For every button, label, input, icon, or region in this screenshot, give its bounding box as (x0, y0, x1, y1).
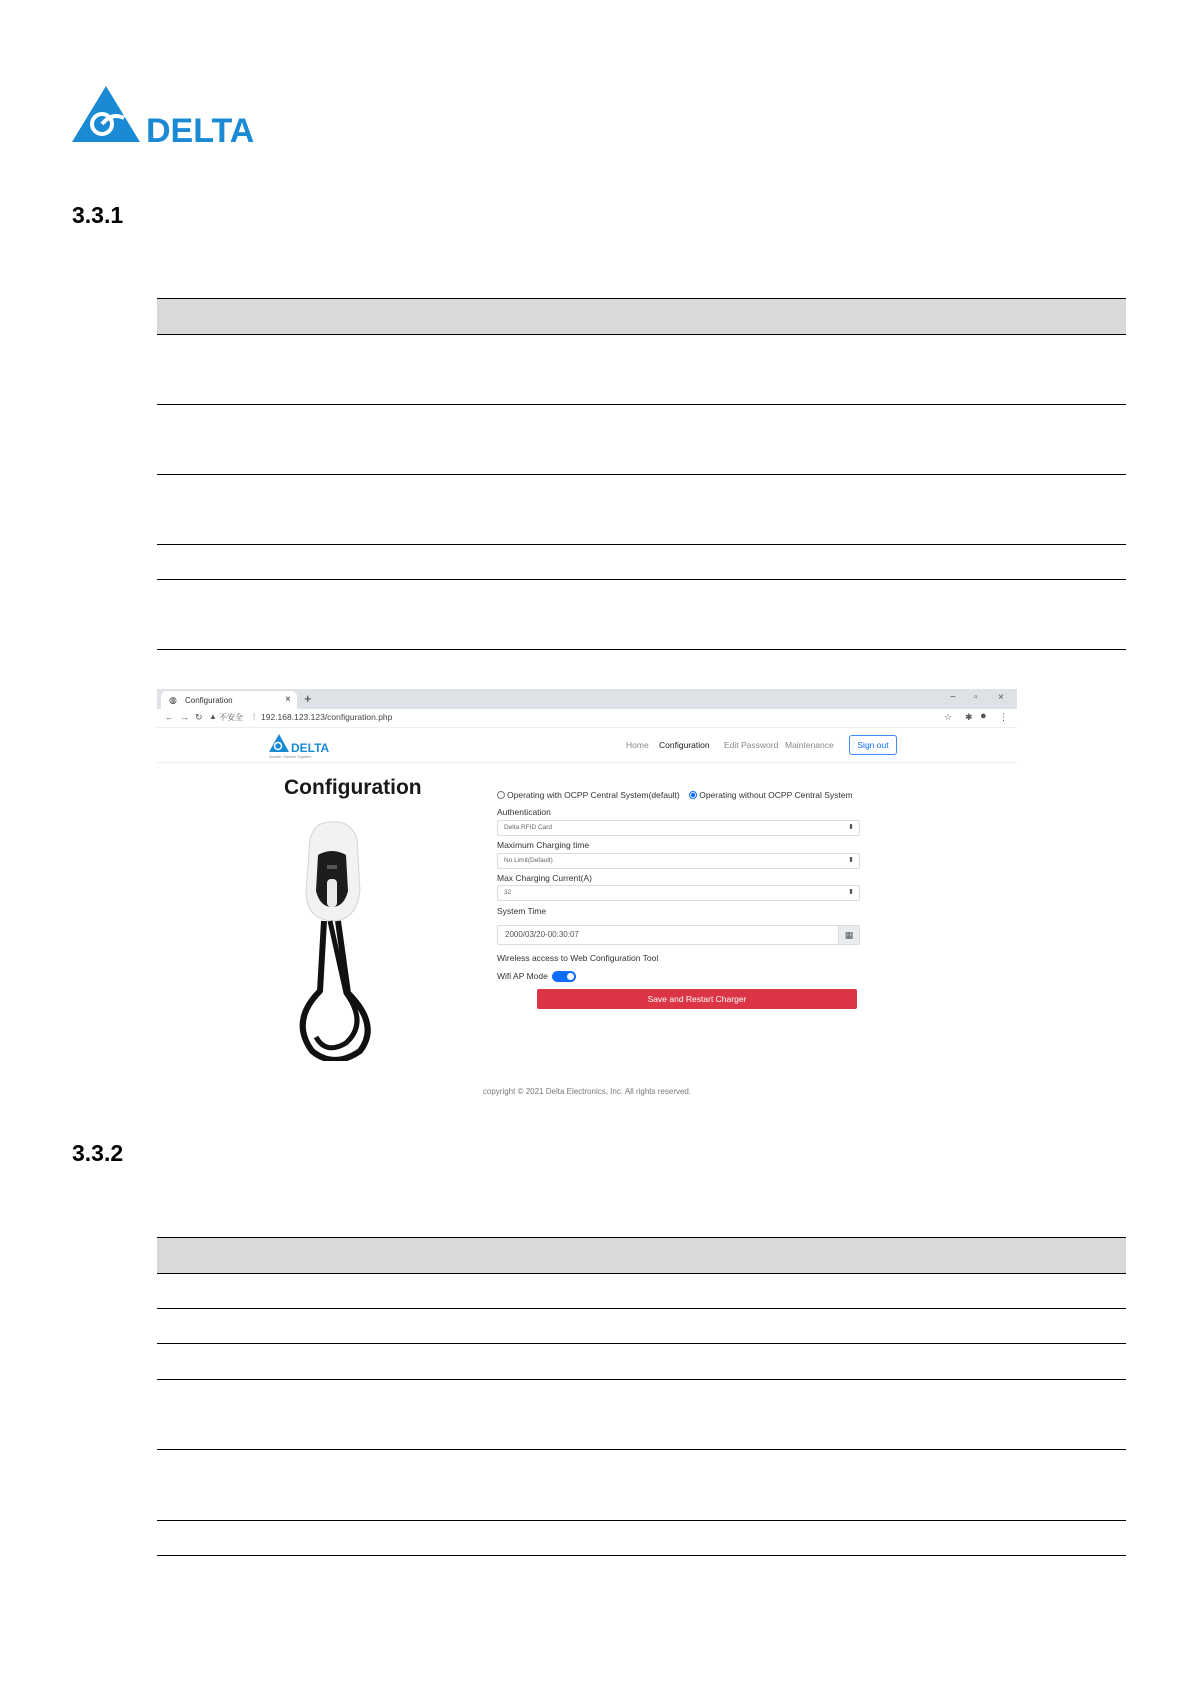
system-time-label: System Time (497, 906, 547, 916)
max-current-label: Max Charging Current(A) (497, 873, 592, 883)
authentication-select[interactable] (497, 820, 860, 836)
system-time-value: 2000/03/20-00:30:07 (505, 930, 579, 939)
nav-edit-password[interactable]: Edit Password (724, 740, 779, 750)
not-secure-label: 不安全 (219, 713, 243, 722)
select-caret-icon: ⬍ (848, 889, 854, 896)
section-number: 3.3.1 (72, 202, 124, 228)
max-current-value: 32 (504, 889, 512, 896)
forward-icon[interactable]: → (180, 712, 189, 722)
charger-image (294, 821, 394, 1061)
authentication-value: Delta RFID Card (504, 824, 553, 831)
select-caret-icon: ⬍ (848, 857, 854, 864)
max-time-select[interactable] (497, 853, 860, 869)
wifi-ap-mode-label: Wifi AP Mode (497, 971, 548, 981)
site-logo[interactable] (269, 733, 339, 759)
authentication-label: Authentication (497, 807, 551, 817)
star-icon[interactable]: ☆ (944, 712, 953, 722)
new-tab-icon[interactable]: + (304, 691, 312, 706)
globe-icon: ◍ (169, 695, 177, 705)
wireless-access-label: Wireless access to Web Configuration Tool (497, 953, 659, 963)
nav-configuration[interactable]: Configuration (659, 740, 710, 750)
mode-standalone-label: Operating without OCPP Central System (699, 790, 853, 800)
sign-out-button[interactable]: Sign out (849, 735, 897, 755)
close-window-icon[interactable]: × (998, 692, 1004, 703)
copyright-text: copyright © 2021 Delta Electronics, Inc. All rights reserved. (482, 1087, 692, 1096)
browser-tab[interactable] (161, 691, 297, 709)
max-time-value: No Limit(Default) (504, 857, 553, 864)
delta-wordmark: DELTA (146, 112, 255, 144)
max-time-label: Maximum Charging time (497, 840, 590, 850)
wifi-ap-mode-toggle[interactable] (552, 971, 576, 982)
address-divider: | (253, 712, 256, 721)
back-icon[interactable]: ← (165, 712, 174, 722)
mode-standalone-radio[interactable] (689, 791, 697, 799)
page-title: Configuration (284, 776, 422, 799)
close-tab-icon[interactable]: × (285, 694, 291, 705)
profile-icon[interactable]: ● (980, 710, 987, 722)
save-restart-button[interactable]: Save and Restart Charger (537, 989, 857, 1009)
minimize-icon[interactable]: − (950, 692, 956, 703)
site-header (157, 728, 1017, 763)
warning-icon: ▲ (209, 712, 217, 721)
url-input[interactable]: 192.168.123.123/configuration.php (261, 712, 393, 722)
extensions-icon[interactable]: ✱ (965, 712, 973, 722)
table-header-row (157, 1237, 1126, 1273)
restore-icon[interactable]: ▫ (974, 692, 978, 703)
tab-title: Configuration (185, 696, 233, 705)
browser-tab-bar (157, 689, 1017, 709)
select-caret-icon: ⬍ (848, 824, 854, 831)
calendar-icon[interactable]: ▦ (838, 926, 859, 944)
reload-icon[interactable]: ↻ (195, 712, 203, 722)
operation-mode-group (497, 790, 853, 800)
nav-home[interactable]: Home (626, 740, 649, 750)
site-tagline: Smarter. Greener. Together. (269, 755, 313, 759)
section-3-3-2-table (157, 1237, 1126, 1567)
section-3-3-1-table (157, 298, 1126, 654)
delta-logo (72, 84, 262, 144)
table-header-row (157, 298, 1126, 334)
menu-icon[interactable]: ⋮ (999, 712, 1008, 722)
mode-ocpp-label: Operating with OCPP Central System(default) (507, 790, 680, 800)
system-time-input[interactable] (497, 925, 860, 945)
nav-maintenance[interactable]: Maintenance (785, 740, 834, 750)
section-number: 3.3.2 (72, 1140, 124, 1166)
mode-ocpp-radio[interactable] (497, 791, 505, 799)
configuration-page-screenshot (157, 689, 1017, 1119)
max-current-select[interactable] (497, 885, 860, 901)
address-bar (157, 709, 1017, 728)
site-wordmark: DELTA (291, 741, 330, 755)
